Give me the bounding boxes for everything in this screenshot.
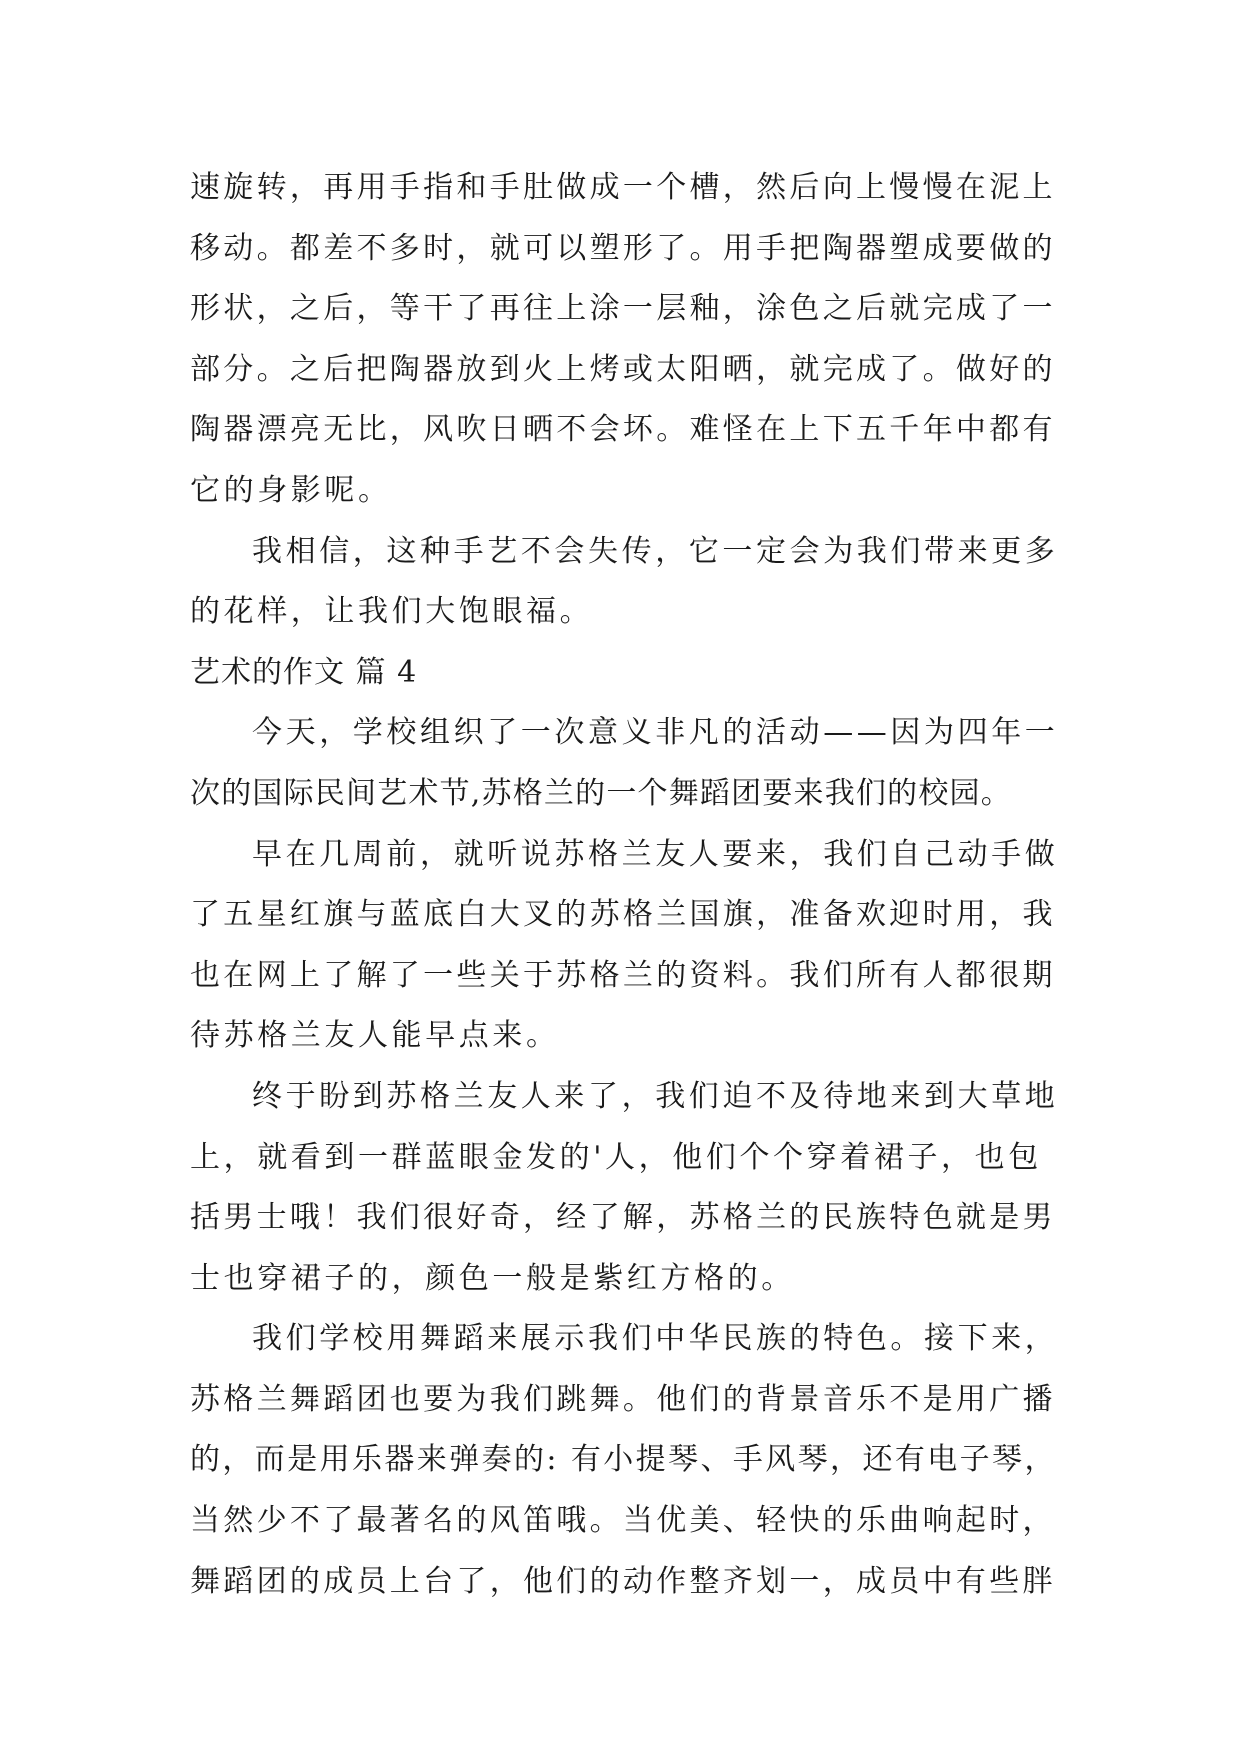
text-line: 移动。都差不多时，就可以塑形了。用手把陶器塑成要做的 bbox=[190, 230, 1056, 266]
text-line: 速旋转，再用手指和手肚做成一个槽，然后向上慢慢在泥上 bbox=[190, 170, 1056, 205]
text-line: 部分。之后把陶器放到火上烤或太阳晒，就完成了。做好的 bbox=[190, 351, 1056, 387]
paragraph-start-line: 早在几周前，就听说苏格兰友人要来，我们自己动手做 bbox=[252, 836, 1059, 872]
text-line: 次的国际民间艺术节,苏格兰的一个舞蹈团要来我们的校园。 bbox=[190, 775, 1012, 811]
text-line: 待苏格兰友人能早点来。 bbox=[190, 1018, 560, 1054]
text-line: 它的身影呢。 bbox=[190, 472, 392, 508]
text-line: 士也穿裙子的，颜色一般是紫红方格的。 bbox=[190, 1260, 795, 1296]
text-line: 舞蹈团的成员上台了，他们的动作整齐划一，成员中有些胖 bbox=[190, 1563, 1056, 1599]
section-heading: 艺术的作文 篇 4 bbox=[190, 654, 418, 690]
text-line: 的花样，让我们大饱眼福。 bbox=[190, 594, 594, 630]
text-line: 上，就看到一群蓝眼金发的'人，他们个个穿着裙子，也包 bbox=[190, 1139, 1042, 1175]
text-line: 也在网上了解了一些关于苏格兰的资料。我们所有人都很期 bbox=[190, 957, 1056, 993]
text-line: 陶器漂亮无比，风吹日晒不会坏。难怪在上下五千年中都有 bbox=[190, 412, 1056, 448]
text-line: 形状，之后，等干了再往上涂一层釉，涂色之后就完成了一 bbox=[190, 291, 1056, 327]
paragraph-start-line: 今天，学校组织了一次意义非凡的活动——因为四年一 bbox=[252, 715, 1059, 751]
paragraph-start-line: 终于盼到苏格兰友人来了，我们迫不及待地来到大草地 bbox=[252, 1078, 1059, 1114]
text-line: 了五星红旗与蓝底白大叉的苏格兰国旗，准备欢迎时用，我 bbox=[190, 897, 1056, 933]
document-body bbox=[190, 158, 1060, 1612]
paragraph-start-line: 我们学校用舞蹈来展示我们中华民族的特色。接下来， bbox=[252, 1321, 1059, 1357]
text-line: 的，而是用乐器来弹奏的: 有小提琴、手风琴，还有电子琴， bbox=[190, 1442, 1057, 1478]
paragraph-start-line: 我相信，这种手艺不会失传，它一定会为我们带来更多 bbox=[252, 533, 1059, 569]
text-line: 当然少不了最著名的风笛哦。当优美、轻快的乐曲响起时， bbox=[190, 1503, 1056, 1539]
text-line: 括男士哦！我们很好奇，经了解，苏格兰的民族特色就是男 bbox=[190, 1200, 1056, 1236]
text-line: 苏格兰舞蹈团也要为我们跳舞。他们的背景音乐不是用广播 bbox=[190, 1381, 1056, 1417]
